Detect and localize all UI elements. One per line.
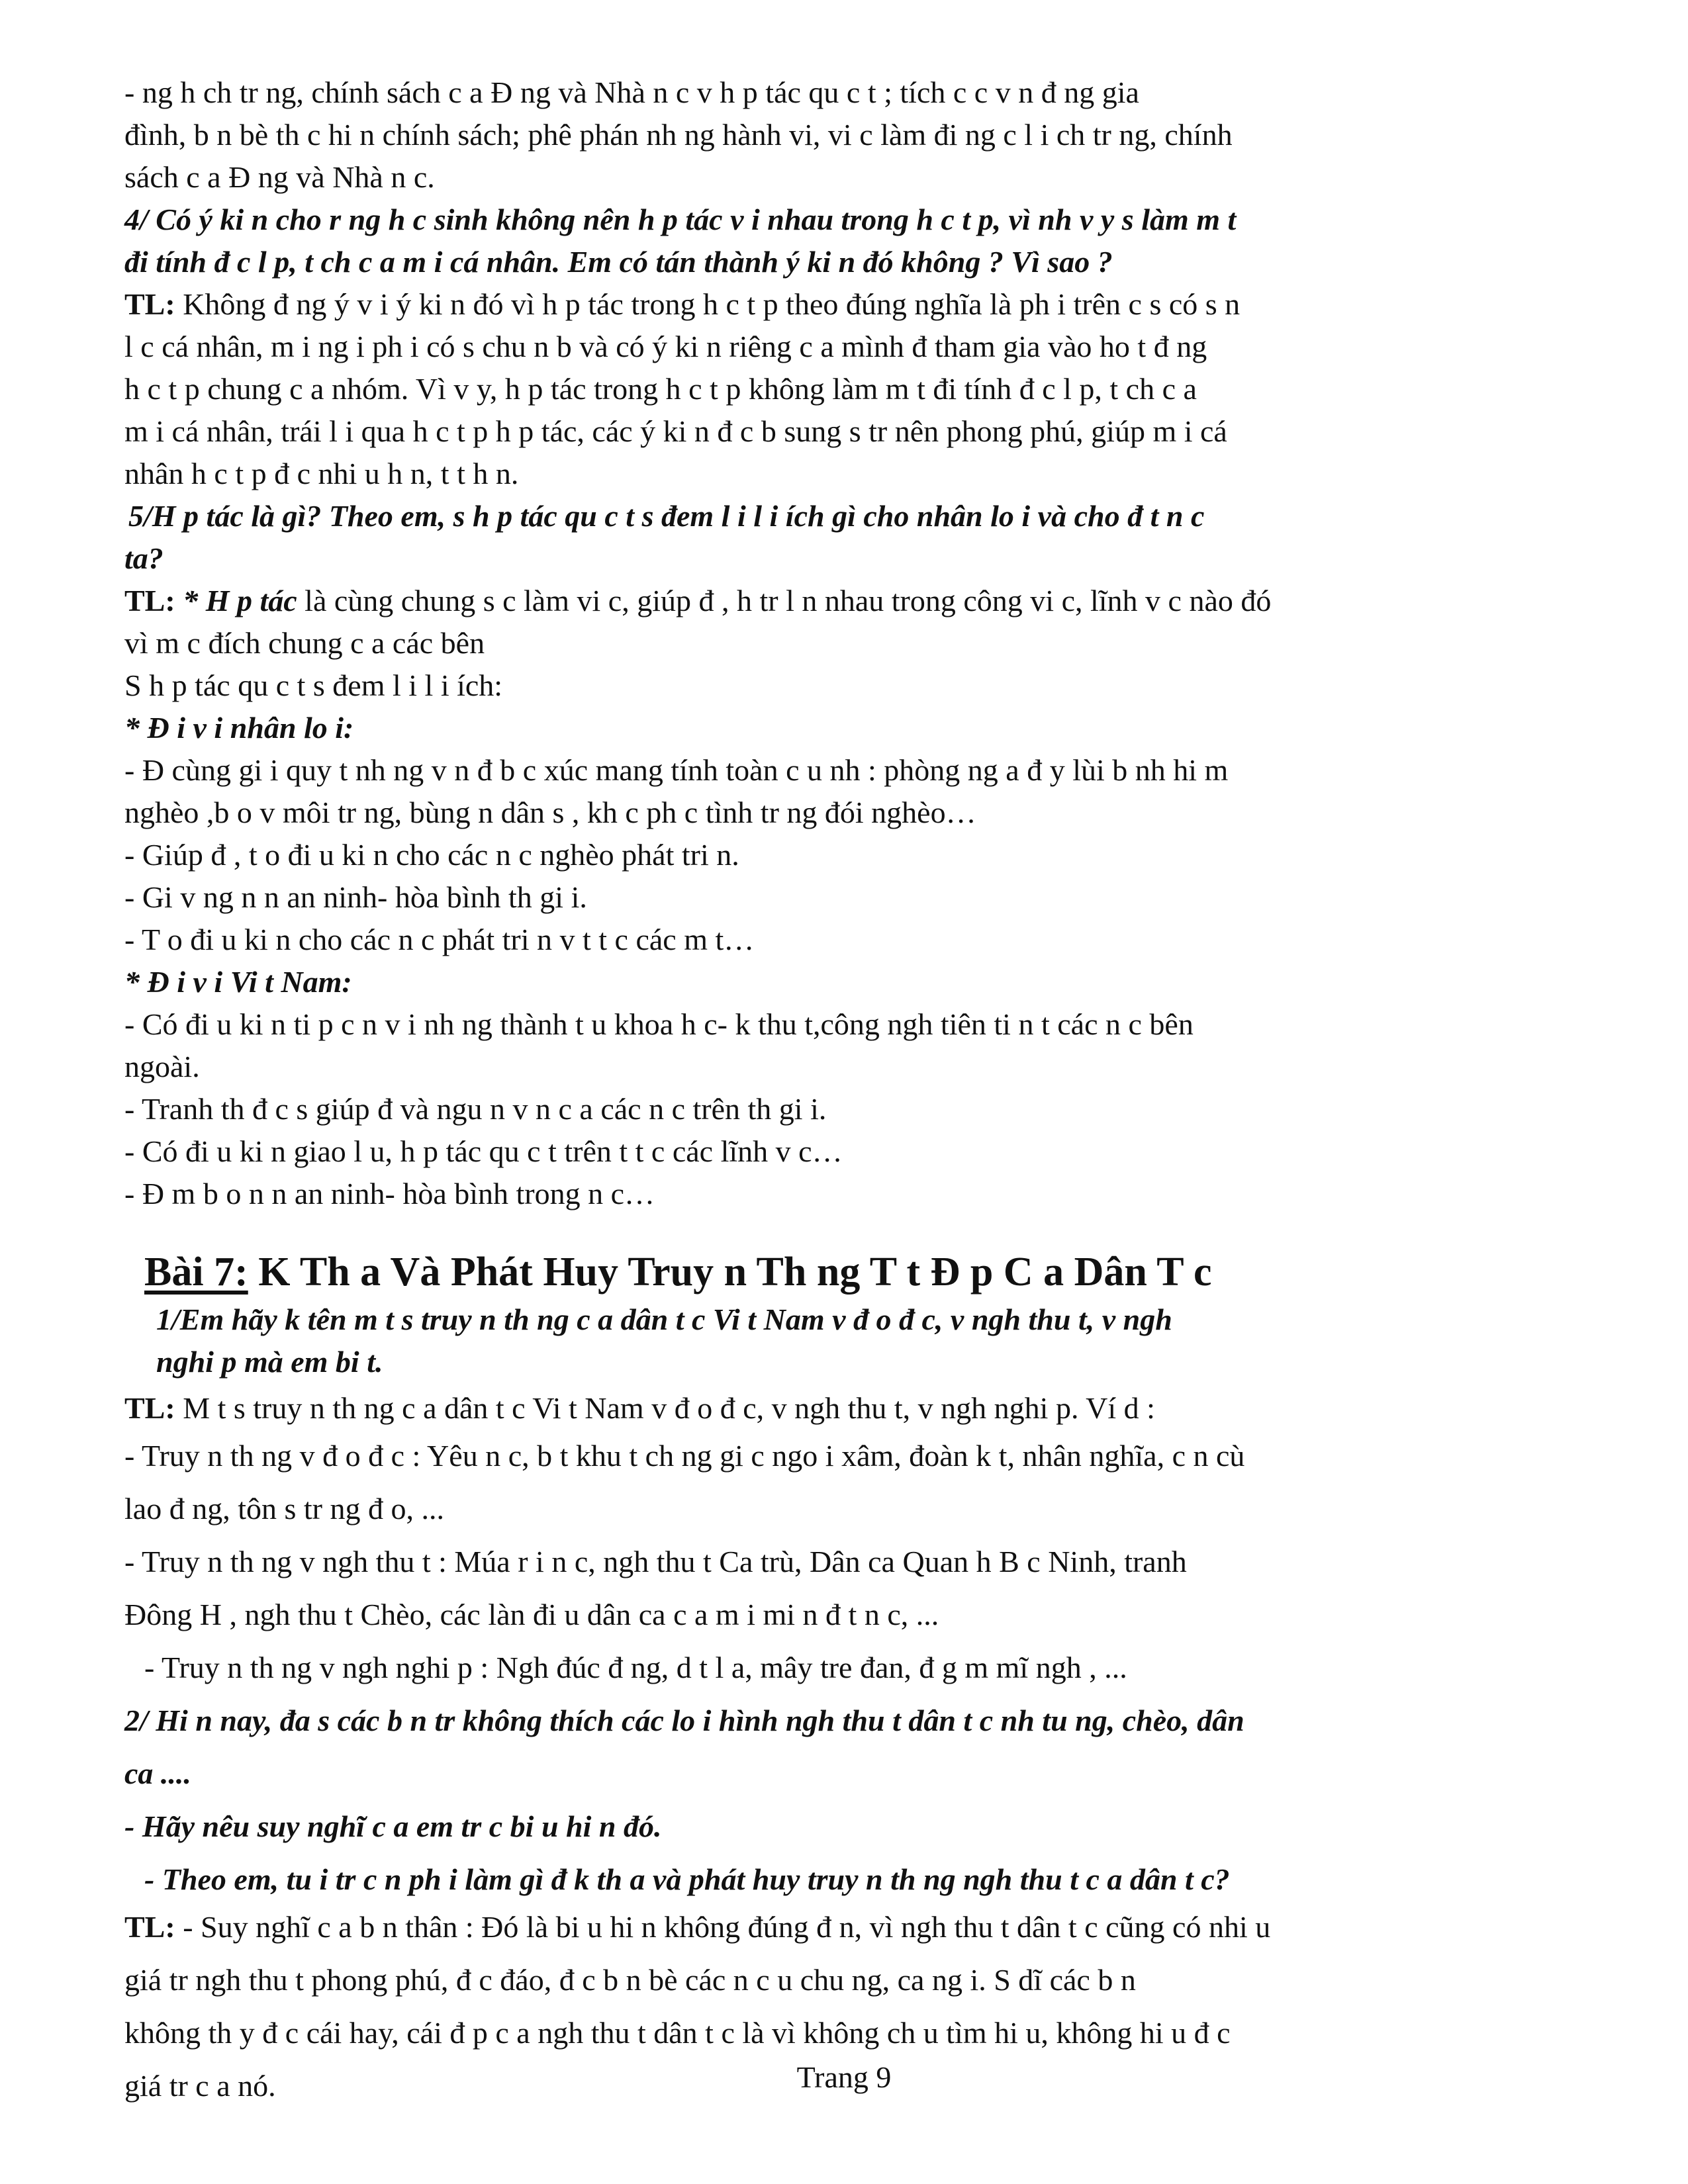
list-item: Đông H , ngh thu t Chèo, các làn đi u dân ca c a m i mi n đ t n c, ... xyxy=(124,1598,939,1631)
list-item: - Gi v ng n n an ninh- hòa bình th gi i. xyxy=(124,880,587,914)
list-item: - Có đi u ki n giao l u, h p tác qu c t trên t t c các lĩnh v c… xyxy=(124,1134,843,1168)
lesson-label: Bài 7: xyxy=(144,1250,248,1295)
text-line: sách c a Đ ng và Nhà n c. xyxy=(124,160,435,194)
answer-line xyxy=(124,1387,1574,1430)
benefit-intro: S h p tác qu c t s đem l i l i ích: xyxy=(124,668,503,702)
list-item: nghèo ,b o v môi tr ng, bùng n dân s , kh c ph c tình tr ng đói nghèo… xyxy=(124,796,976,829)
list-item: - Truy n th ng v ngh nghi p : Ngh đúc đ ng, d t l a, mây tre đan, đ g m mĩ ngh , ... xyxy=(144,1651,1127,1684)
question-line: 5/H p tác là gì? Theo em, s h p tác qu c t s đem l i l i ích gì cho nhân lo i và cho đ t n c xyxy=(128,499,1205,533)
question-line: nghi p mà em bi t. xyxy=(156,1345,383,1379)
answer-label: TL: xyxy=(124,287,175,321)
question-line: 4/ Có ý ki n cho r ng h c sinh không nên h p tác v i nhau trong h c t p, vì nh v y s làm m t xyxy=(124,203,1237,236)
answer-text: - Suy nghĩ c a b n thân : Đó là bi u hi n không đúng đ n, vì ngh thu t dân t c cũng có nhi u xyxy=(175,1910,1271,1944)
list-item: - Đ m b o n n an ninh- hòa bình trong n c… xyxy=(124,1177,655,1210)
question-line: 1/Em hãy k tên m t s truy n th ng c a dân t c Vi t Nam v đ o đ c, v ngh thu t, v ngh xyxy=(156,1302,1172,1336)
definition-text: là cùng chung s c làm vi c, giúp đ , h tr l n nhau trong công vi c, lĩnh v c nào đó xyxy=(297,584,1272,617)
answer-line: l c cá nhân, m i ng i ph i có s chu n b và có ý ki n riêng c a mình đ tham gia vào ho t đ ng xyxy=(124,330,1207,363)
text-line: đình, b n bè th c hi n chính sách; phê phán nh ng hành vi, vi c làm đi ng c l i ch tr ng, chính xyxy=(124,118,1233,152)
answer-text: Không đ ng ý v i ý ki n đó vì h p tác trong h c t p theo đúng nghĩa là ph i trên c s có s n xyxy=(175,287,1241,321)
list-item: ngoài. xyxy=(124,1050,200,1083)
list-item: - Giúp đ , t o đi u ki n cho các n c nghèo phát tri n. xyxy=(124,838,739,872)
list-item: - Truy n th ng v đ o đ c : Yêu n c, b t khu t ch ng gi c ngo i xâm, đoàn k t, nhân nghĩa, c n cù xyxy=(124,1439,1245,1473)
question-subline: - Hãy nêu suy nghĩ c a em tr c bi u hi n đó. xyxy=(124,1809,662,1843)
lesson7-question-1 xyxy=(124,1298,1574,1694)
list-item: lao đ ng, tôn s tr ng đ o, ... xyxy=(124,1492,444,1525)
document-page xyxy=(124,71,1574,2113)
question-subline: - Theo em, tu i tr c n ph i làm gì đ k th a và phát huy truy n th ng ngh thu t c a dân t c? xyxy=(144,1862,1230,1896)
question-5 xyxy=(124,495,1574,1215)
list-item: - Truy n th ng v ngh thu t : Múa r i n c, ngh thu t Ca trù, Dân ca Quan h B c Ninh, tranh xyxy=(124,1545,1187,1578)
answer-line: giá tr ngh thu t phong phú, đ c đáo, đ c b n bè các n c u chu ng, ca ng i. S dĩ các b n xyxy=(124,1963,1136,1997)
question-line: 2/ Hi n nay, đa s các b n tr không thích các lo i hình ngh thu t dân t c nh tu ng, chèo, dân xyxy=(124,1704,1244,1737)
answer-label: TL: xyxy=(124,1391,175,1425)
answer-list xyxy=(124,1430,1574,1694)
answer-line xyxy=(124,1901,1574,1954)
list-item: - T o đi u ki n cho các n c phát tri n v t t c các m t… xyxy=(124,923,755,956)
answer-line: h c t p chung c a nhóm. Vì v y, h p tác trong h c t p không làm m t đi tính đ c l p, t ch c a xyxy=(124,372,1197,406)
page-number: Trang 9 xyxy=(796,2060,892,2094)
list-item: - Đ cùng gi i quy t nh ng v n đ b c xúc mang tính toàn c u nh : phòng ng a đ y lùi b nh hi m xyxy=(124,753,1229,787)
answer-line xyxy=(124,580,1574,622)
answer-label: TL: xyxy=(124,1910,175,1944)
question-4 xyxy=(124,199,1574,495)
list-item: - Có đi u ki n ti p c n v i nh ng thành t u khoa h c- k thu t,công ngh tiên ti n t các n c bên xyxy=(124,1007,1194,1041)
answer-line: không th y đ c cái hay, cái đ p c a ngh thu t dân t c là vì không ch u tìm hi u, không hi u đ c xyxy=(124,2016,1231,2050)
benefit-group-title: * Đ i v i Vi t Nam: xyxy=(124,965,352,999)
intro-paragraph xyxy=(124,71,1574,199)
definition-term: * H p tác xyxy=(175,584,297,617)
answer-line: giá tr c a nó. xyxy=(124,2069,276,2103)
list-item: - Tranh th đ c s giúp đ và ngu n v n c a các n c trên th gi i. xyxy=(124,1092,827,1126)
lesson7-question-2 xyxy=(124,1694,1574,2113)
lesson-title xyxy=(144,1246,1574,1298)
question-block xyxy=(124,1694,1574,1853)
question-line: ca .... xyxy=(124,1756,191,1790)
text-line: - ng h ch tr ng, chính sách c a Đ ng và Nhà n c v h p tác qu c t ; tích c c v n đ ng gia xyxy=(124,75,1139,109)
lesson-heading: K Th a Và Phát Huy Truy n Th ng T t Đ p C a Dân T c xyxy=(248,1250,1212,1295)
answer-line: m i cá nhân, trái l i qua h c t p h p tác, các ý ki n đ c b sung s tr nên phong phú, giúp m i cá xyxy=(124,414,1227,448)
answer-line: vì m c đích chung c a các bên xyxy=(124,626,485,660)
question-line: ta? xyxy=(124,541,164,575)
answer-line xyxy=(124,283,1574,326)
answer-label: TL: xyxy=(124,584,175,617)
question-line: đi tính đ c l p, t ch c a m i cá nhân. Em có tán thành ý ki n đó không ? Vì sao ? xyxy=(124,245,1113,279)
answer-text: M t s truy n th ng c a dân t c Vi t Nam v đ o đ c, v ngh thu t, v ngh nghi p. Ví d : xyxy=(175,1391,1155,1425)
answer-line: nhân h c t p đ c nhi u h n, t t h n. xyxy=(124,457,519,490)
benefit-group-title: * Đ i v i nhân lo i: xyxy=(124,711,354,745)
